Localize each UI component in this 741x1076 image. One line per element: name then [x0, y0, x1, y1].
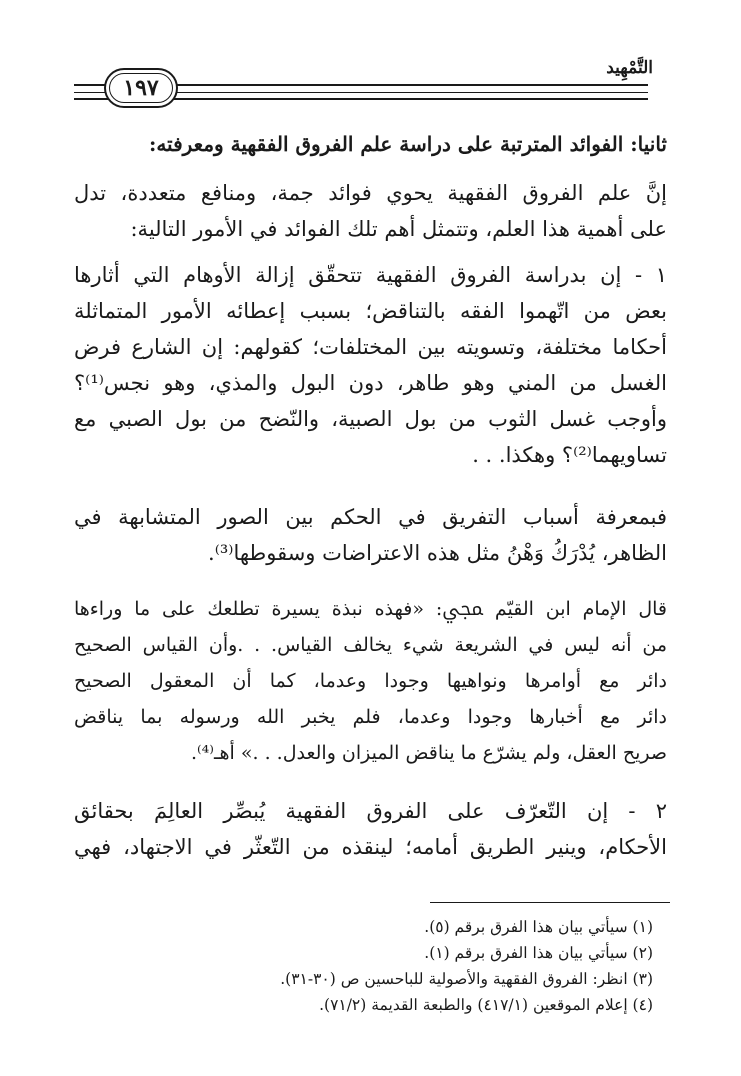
- footnote-separator: [430, 902, 670, 903]
- quote-line: دائر مع أخبارها وجودا وعدما، فلم يخبر الله ورسوله بما يناقض: [74, 706, 667, 728]
- paragraph-line: إنَّ علم الفروق الفقهية يحوي فوائد جمة، ومنافع متعددة، تدل: [74, 181, 667, 205]
- paragraph-line: بعض من اتّهموا الفقه بالتناقض؛ بسبب إعطائه الأمور المتماثلة: [74, 299, 667, 323]
- quote-line: دائر مع أوامرها ونواهيها وجودا وعدما، كما أن المعقول الصحيح: [74, 670, 667, 692]
- quote-line: قال الإمام ابن القيّم ﷀ: «فهذه نبذة يسيرة تطلعك على ما وراءها: [74, 598, 667, 620]
- paragraph-line: على أهمية هذا العلم، وتتمثل أهم تلك الفوائد في الأمور التالية:: [130, 217, 667, 241]
- paragraph-line: الغسل من المني وهو طاهر، دون البول والمذي، وهو نجس⁽¹⁾؟: [74, 371, 667, 395]
- paragraph-line: أحكاما مختلفة، وتسويته بين المختلفات؛ كقولهم: إن الشارع فرض: [74, 335, 667, 359]
- paragraph-line: ١ - إن بدراسة الفروق الفقهية تتحقّق إزالة الأوهام التي أثارها: [74, 263, 667, 287]
- footnote: (٤) إعلام الموقعين (٤١٧/١) والطبعة القديمة (٧١/٢).: [319, 996, 653, 1014]
- footnote: (٢) سيأتي بيان هذا الفرق برقم (١).: [424, 944, 653, 962]
- footnote: (١) سيأتي بيان هذا الفرق برقم (٥).: [424, 918, 653, 936]
- section-heading: ثانيا: الفوائد المترتبة على دراسة علم الفروق الفقهية ومعرفته:: [148, 132, 667, 156]
- paragraph-line: تساويهما⁽²⁾؟ وهكذا. . .: [472, 443, 667, 467]
- quote-line: صريح العقل، ولم يشرّع ما يناقض الميزان والعدل. . .» أهـ⁽⁴⁾.: [190, 742, 667, 764]
- paragraph-line: وأوجب غسل الثوب من بول الصبية، والنّضح من بول الصبي مع: [74, 407, 667, 431]
- paragraph-line: الظاهر، يُدْرَكُ وَهْنُ مثل هذه الاعتراضات وسقوطها⁽³⁾.: [208, 541, 667, 565]
- paragraph-line: الأحكام، وينير الطريق أمامه؛ لينقذه من التّعثّر في الاجتهاد، فهي: [74, 835, 667, 859]
- running-header-title: التَّمْهِيد: [606, 58, 653, 78]
- footnote: (٣) انظر: الفروق الفقهية والأصولية للباحسين ص (٣٠-٣١).: [280, 970, 653, 988]
- page-number-badge: [104, 68, 178, 108]
- paragraph-line: ٢ - إن التّعرّف على الفروق الفقهية يُبصِّر العالِمَ بحقائق: [74, 799, 667, 823]
- paragraph-line: فبمعرفة أسباب التفريق في الحكم بين الصور المتشابهة في: [74, 505, 667, 529]
- page-number: ١٩٧: [123, 75, 159, 101]
- quote-line: من أنه ليس في الشريعة شيء يخالف القياس. . .وأن القياس الصحيح: [74, 634, 667, 656]
